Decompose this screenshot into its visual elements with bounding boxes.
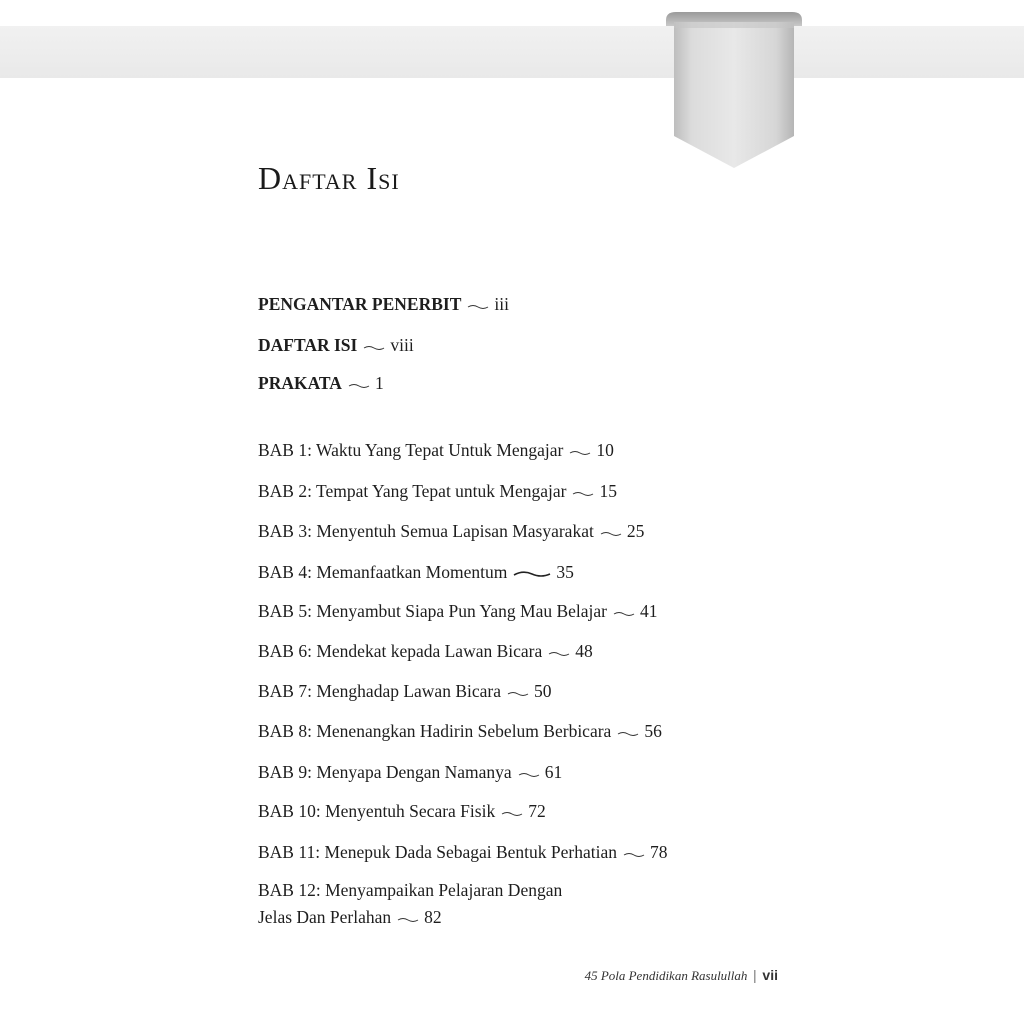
toc-entry-prakata <box>258 370 384 397</box>
tilde-ornament-icon <box>548 648 570 658</box>
toc-entry-bab-4 <box>258 559 574 586</box>
bookmark-ribbon-icon <box>664 8 804 173</box>
toc-entry-bab-2 <box>258 478 617 505</box>
footer-separator: | <box>753 968 757 984</box>
tilde-ornament-icon <box>467 301 489 311</box>
tilde-ornament-icon <box>518 769 540 779</box>
tilde-ornament-icon <box>507 688 529 698</box>
tilde-ornament-icon <box>513 569 551 579</box>
toc-entry-bab-10 <box>258 798 546 825</box>
toc-entry-label: PENGANTAR PENERBIT <box>258 294 462 314</box>
toc-entry-page: viii <box>390 335 414 355</box>
toc-entry-page: 10 <box>596 440 614 460</box>
toc-entry-label: BAB 6: Mendekat kepada Lawan Bicara <box>258 641 543 661</box>
toc-entry-page: 72 <box>528 801 546 821</box>
toc-entry-page: 50 <box>533 681 552 701</box>
tilde-ornament-icon <box>572 488 594 498</box>
running-footer-title: 45 Pola Pendidikan Rasulullah <box>584 968 748 983</box>
toc-entry-page: iii <box>494 294 509 314</box>
toc-entry-page: 15 <box>599 481 617 501</box>
toc-entry-label: DAFTAR ISI <box>258 335 358 355</box>
tilde-ornament-icon <box>363 342 385 352</box>
toc-entry-daftar-isi <box>258 332 414 359</box>
toc-entry-page: 1 <box>374 373 384 393</box>
toc-entry-label-line2: Jelas Dan Perlahan <box>258 907 392 927</box>
toc-entry-page: 78 <box>650 842 668 862</box>
tilde-ornament-icon <box>600 528 622 538</box>
page-footer <box>585 967 778 985</box>
toc-entry-bab-1 <box>258 437 614 464</box>
top-band <box>0 26 1024 78</box>
toc-entry-label: BAB 7: Menghadap Lawan Bicara <box>258 681 501 701</box>
toc-entry-label: BAB 9: Menyapa Dengan Namanya <box>258 762 512 782</box>
tilde-ornament-icon <box>623 849 645 859</box>
tilde-ornament-icon <box>348 380 370 390</box>
toc-entry-bab-9 <box>258 759 562 786</box>
toc-entry-page: 35 <box>556 562 574 582</box>
toc-entry-label: BAB 3: Menyentuh Semua Lapisan Masyarakat <box>258 521 594 541</box>
toc-entry-pengantar <box>258 291 509 318</box>
toc-entry-bab-12 <box>258 877 718 931</box>
tilde-ornament-icon <box>501 808 523 818</box>
toc-entry-page: 56 <box>644 721 662 741</box>
page-title: Daftar Isi <box>258 160 400 196</box>
toc-entry-label: BAB 1: Waktu Yang Tepat Untuk Mengajar <box>258 440 564 460</box>
toc-entry-bab-3 <box>258 518 644 545</box>
tilde-ornament-icon <box>397 914 419 924</box>
tilde-ornament-icon <box>613 608 635 618</box>
toc-entry-page: 82 <box>424 907 442 927</box>
toc-entry-page: 61 <box>544 762 563 782</box>
toc-entry-bab-6 <box>258 638 593 665</box>
toc-entry-label: BAB 2: Tempat Yang Tepat untuk Mengajar <box>258 481 567 501</box>
toc-entry-page: 25 <box>626 521 645 541</box>
toc-entry-label: BAB 4: Memanfaatkan Momentum <box>258 562 508 582</box>
toc-entry-label: BAB 11: Menepuk Dada Sebagai Bentuk Perhatian <box>258 842 617 862</box>
toc-entry-bab-5 <box>258 598 658 625</box>
page-number: vii <box>762 967 778 983</box>
toc-entry-bab-8 <box>258 718 662 745</box>
toc-entry-page: 41 <box>640 601 658 621</box>
toc-entry-bab-7 <box>258 678 551 705</box>
toc-entry-bab-11 <box>258 839 668 866</box>
toc-entry-label-line1: BAB 12: Menyampaikan Pelajaran Dengan <box>258 880 563 900</box>
tilde-ornament-icon <box>617 728 639 738</box>
toc-entry-label: PRAKATA <box>258 373 342 393</box>
toc-entry-page: 48 <box>575 641 593 661</box>
toc-entry-label: BAB 5: Menyambut Siapa Pun Yang Mau Belajar <box>258 601 608 621</box>
toc-entry-label: BAB 10: Menyentuh Secara Fisik <box>258 801 496 821</box>
tilde-ornament-icon <box>569 447 591 457</box>
toc-entry-label: BAB 8: Menenangkan Hadirin Sebelum Berbicara <box>258 721 612 741</box>
